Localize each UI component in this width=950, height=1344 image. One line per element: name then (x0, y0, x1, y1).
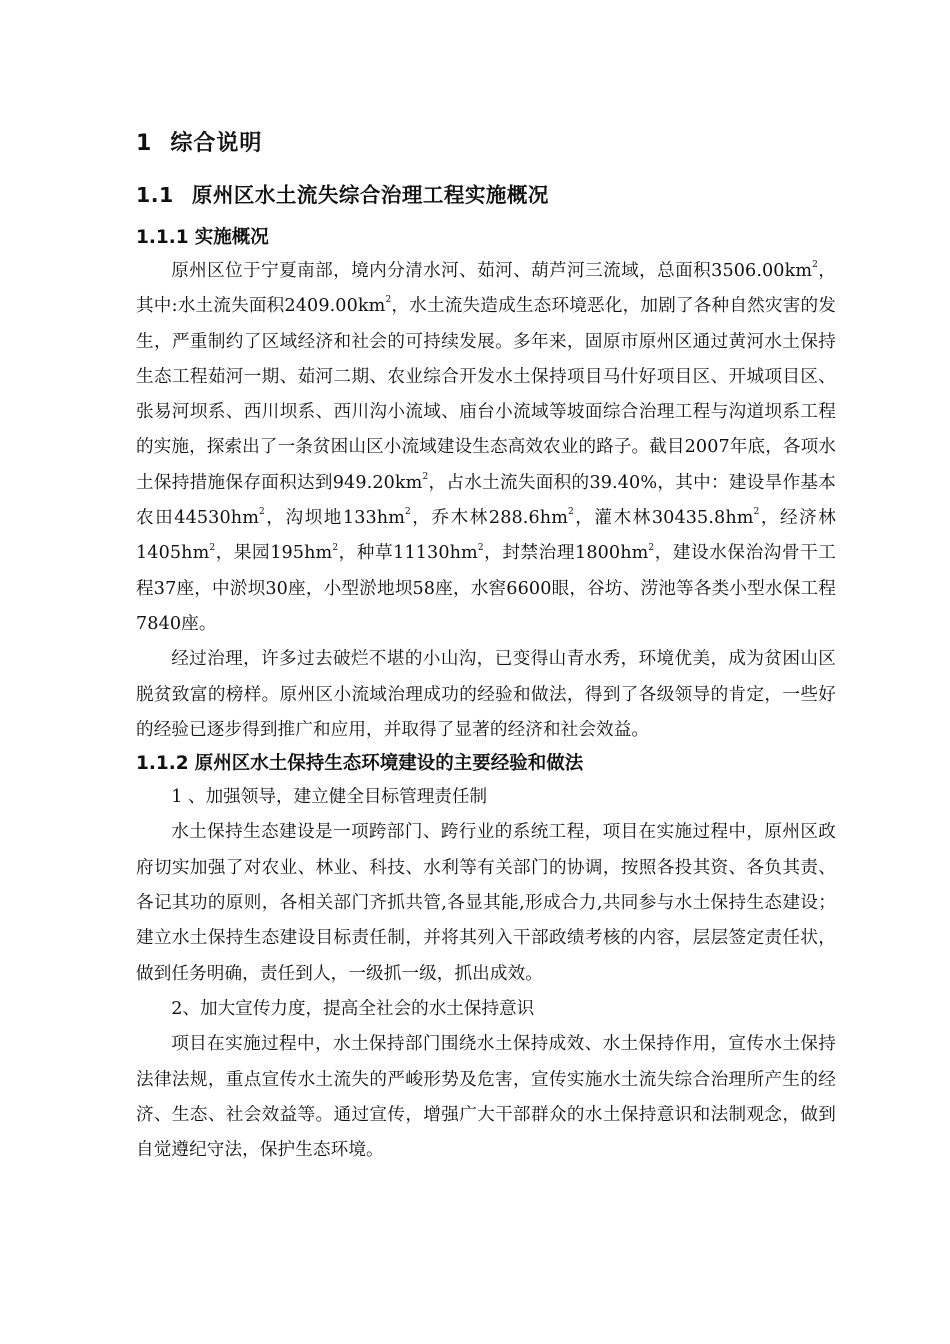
heading-2-number: 1.1 (136, 183, 174, 207)
text-run: ，灌木林30435.8hm (573, 508, 754, 529)
superscript: 2 (385, 295, 392, 306)
heading-1-1-2-number: 1.1.2 (136, 753, 189, 775)
text-run: ，沟坝地133hm (264, 508, 405, 529)
text-run: ，其中:水土流失面积2409.00km (136, 261, 836, 317)
heading-1-title: 综合说明 (170, 131, 263, 156)
paragraph-results: 经过治理，许多过去破烂不堪的小山沟，已变得山青水秀，环境优美，成为贫困山区脱贫致富的榜样。原州区小流域治理成功的经验和做法，得到了各级领导的肯定，一些好的经验已逐步得到推广和应用，并取得了显著的经济和社会效益。 (136, 649, 836, 740)
superscript: 2 (477, 542, 484, 553)
superscript: 2 (259, 507, 265, 518)
text-run: ，封禁治理1800hm (483, 543, 649, 564)
superscript: 2 (332, 542, 339, 553)
superscript: 2 (209, 542, 216, 553)
superscript: 2 (812, 260, 818, 271)
text-run: 原州区位于宁夏南部，境内分清水河、茹河、葫芦河三流域，总面积3506.00km (171, 261, 813, 281)
paragraph-leadership: 水土保持生态建设是一项跨部门、跨行业的系统工程，项目在实施过程中，原州区政府切实加强了对农业、林业、科技、水利等有关部门的协调，按照各投其资、各负其责、各记其功的原则，各相关部门齐抓共管,各显其能,形成合力,共同参与水土保持生态建设；建立水土保持生态建设目标责任制，并将其列入干部政绩考核的内容，层层签定责任状，做到任务明确，责任到人，一级抓一级，抓出成效。 (136, 822, 836, 984)
heading-1-1-2 (136, 750, 836, 778)
heading-1-1-2-title: 原州区水土保持生态环境建设的主要经验和做法 (194, 753, 584, 775)
superscript: 2 (567, 507, 574, 518)
text-run: ，果园195hm (215, 543, 333, 564)
list-item-1: 1 、加强领导，建立健全目标管理责任制 (171, 787, 488, 808)
text-run: ，乔木林288.6hm (410, 508, 568, 529)
text-run: ，占水土流失面积的39.40%，其中：建设旱作基本农田44530hm (136, 472, 836, 529)
heading-1-1-1 (136, 224, 836, 252)
heading-2-title: 原州区水土流失综合治理工程实施概况 (191, 183, 549, 207)
text-run: ，建设水保治沟骨干工程37座，中淤坝30座，小型淤地坝58座，水窖6600眼，谷坊、涝池等各类小型水保工程7840座。 (136, 543, 836, 634)
paragraph-publicity: 项目在实施过程中，水土保持部门围绕水土保持成效、水土保持作用，宣传水土保持法律法规，重点宣传水土流失的严峻形势及危害，宣传实施水土流失综合治理所产生的经济、生态、社会效益等。通过宣传，增强广大干部群众的水土保持意识和法制观念，做到自觉遵纪守法，保护生态环境。 (136, 1034, 836, 1161)
heading-1-1-1-number: 1.1.1 (136, 227, 189, 248)
superscript: 2 (753, 507, 760, 518)
text-run: ，种草11130hm (338, 543, 478, 564)
heading-1-1-1-title: 实施概况 (194, 227, 269, 248)
paragraph-overview (136, 254, 836, 642)
heading-1-number: 1 (136, 131, 153, 156)
text-run: ，水土流失造成生态环境恶化，加剧了各种自然灾害的发生，严重制约了区域经济和社会的可持续发展。多年来，固原市原州区通过黄河水土保持生态工程茹河一期、茹河二期、农业综合开发水土保持项目马什好项目区、开城项目区、张易河坝系、西川坝系、西川沟小流域、庙台小流域等坡面综合治理工程与沟道坝系工程的实施，探索出了一条贫困山区小流域建设生态高效农业的路子。截目2007年底，各项水土保持措施保存面积达到949.20km (136, 296, 836, 493)
text-run: ，经济林1405hm (136, 508, 837, 564)
heading-level-1 (136, 128, 836, 160)
superscript: 2 (422, 471, 429, 482)
list-item-2: 2、加大宣传力度，提高全社会的水土保持意识 (171, 998, 535, 1019)
superscript: 2 (648, 542, 655, 553)
document-body (136, 128, 836, 1168)
superscript: 2 (405, 507, 411, 518)
heading-level-2 (136, 180, 836, 210)
